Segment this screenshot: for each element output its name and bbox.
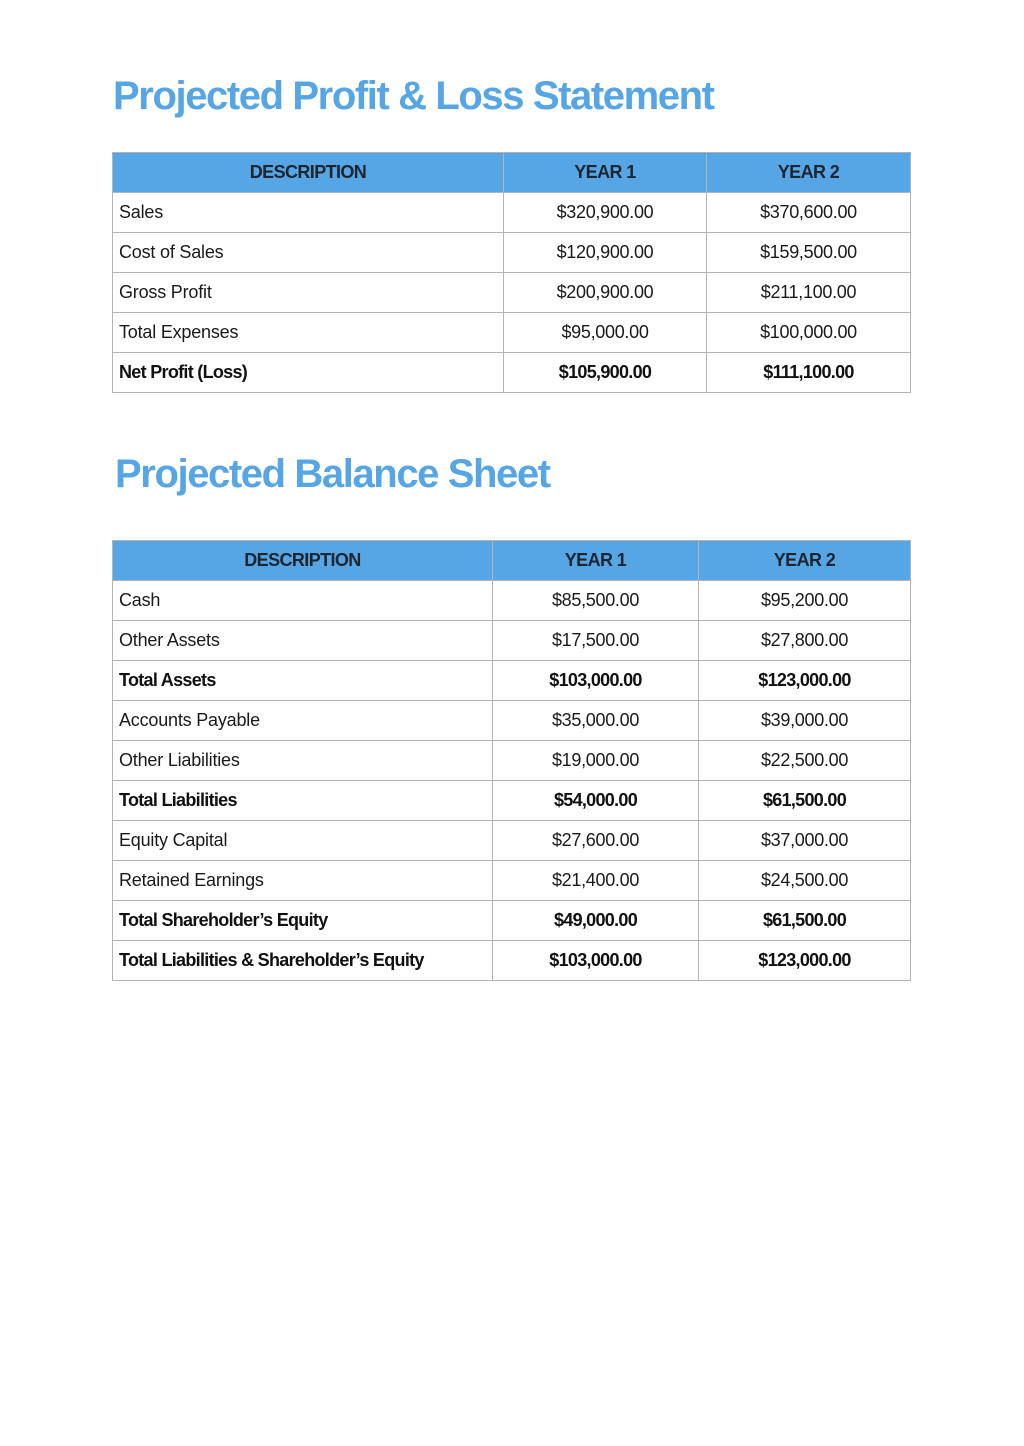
table-row bbox=[113, 273, 911, 313]
row-description: Total Shareholder’s Equity bbox=[113, 901, 493, 941]
row-year-2-value: $37,000.00 bbox=[699, 821, 911, 861]
row-year-1-value: $19,000.00 bbox=[493, 741, 699, 781]
column-header-year-2: YEAR 2 bbox=[707, 153, 911, 193]
row-description: Retained Earnings bbox=[113, 861, 493, 901]
row-year-1-value: $103,000.00 bbox=[493, 941, 699, 981]
row-year-2-value: $159,500.00 bbox=[707, 233, 911, 273]
table-row-total bbox=[113, 941, 911, 981]
table-header-row bbox=[113, 541, 911, 581]
row-year-2-value: $61,500.00 bbox=[699, 901, 911, 941]
column-header-year-1: YEAR 1 bbox=[504, 153, 707, 193]
profit-loss-table bbox=[112, 152, 911, 393]
row-year-2-value: $123,000.00 bbox=[699, 941, 911, 981]
row-description: Total Expenses bbox=[113, 313, 504, 353]
row-description: Total Assets bbox=[113, 661, 493, 701]
row-description: Other Liabilities bbox=[113, 741, 493, 781]
row-year-2-value: $95,200.00 bbox=[699, 581, 911, 621]
table-row bbox=[113, 233, 911, 273]
row-description: Cash bbox=[113, 581, 493, 621]
balance-sheet-table bbox=[112, 540, 911, 981]
row-year-2-value: $211,100.00 bbox=[707, 273, 911, 313]
table-row-total bbox=[113, 901, 911, 941]
table-header-row bbox=[113, 153, 911, 193]
table-row bbox=[113, 821, 911, 861]
balance-sheet-title: Projected Balance Sheet bbox=[115, 452, 550, 496]
table-row-total bbox=[113, 353, 911, 393]
table-row bbox=[113, 741, 911, 781]
row-year-2-value: $111,100.00 bbox=[707, 353, 911, 393]
row-year-1-value: $95,000.00 bbox=[504, 313, 707, 353]
table-row bbox=[113, 861, 911, 901]
row-year-1-value: $21,400.00 bbox=[493, 861, 699, 901]
column-header-description: DESCRIPTION bbox=[113, 541, 493, 581]
row-year-2-value: $27,800.00 bbox=[699, 621, 911, 661]
row-description: Cost of Sales bbox=[113, 233, 504, 273]
row-year-2-value: $22,500.00 bbox=[699, 741, 911, 781]
row-description: Net Profit (Loss) bbox=[113, 353, 504, 393]
row-year-1-value: $49,000.00 bbox=[493, 901, 699, 941]
row-description: Total Liabilities & Shareholder’s Equity bbox=[113, 941, 493, 981]
row-year-2-value: $370,600.00 bbox=[707, 193, 911, 233]
row-year-2-value: $24,500.00 bbox=[699, 861, 911, 901]
row-description: Sales bbox=[113, 193, 504, 233]
row-year-2-value: $61,500.00 bbox=[699, 781, 911, 821]
table-row-total bbox=[113, 661, 911, 701]
column-header-year-1: YEAR 1 bbox=[493, 541, 699, 581]
row-description: Equity Capital bbox=[113, 821, 493, 861]
row-year-1-value: $200,900.00 bbox=[504, 273, 707, 313]
row-description: Accounts Payable bbox=[113, 701, 493, 741]
row-description: Other Assets bbox=[113, 621, 493, 661]
table-row bbox=[113, 581, 911, 621]
column-header-year-2: YEAR 2 bbox=[699, 541, 911, 581]
row-year-2-value: $100,000.00 bbox=[707, 313, 911, 353]
row-description: Total Liabilities bbox=[113, 781, 493, 821]
table-row bbox=[113, 313, 911, 353]
row-year-1-value: $103,000.00 bbox=[493, 661, 699, 701]
row-year-1-value: $35,000.00 bbox=[493, 701, 699, 741]
row-year-1-value: $27,600.00 bbox=[493, 821, 699, 861]
row-year-2-value: $123,000.00 bbox=[699, 661, 911, 701]
column-header-description: DESCRIPTION bbox=[113, 153, 504, 193]
row-year-1-value: $54,000.00 bbox=[493, 781, 699, 821]
table-row-total bbox=[113, 781, 911, 821]
table-row bbox=[113, 621, 911, 661]
row-year-1-value: $120,900.00 bbox=[504, 233, 707, 273]
table-row bbox=[113, 701, 911, 741]
row-year-1-value: $85,500.00 bbox=[493, 581, 699, 621]
row-description: Gross Profit bbox=[113, 273, 504, 313]
row-year-2-value: $39,000.00 bbox=[699, 701, 911, 741]
row-year-1-value: $17,500.00 bbox=[493, 621, 699, 661]
profit-loss-title: Projected Profit & Loss Statement bbox=[113, 74, 714, 118]
row-year-1-value: $105,900.00 bbox=[504, 353, 707, 393]
row-year-1-value: $320,900.00 bbox=[504, 193, 707, 233]
table-row bbox=[113, 193, 911, 233]
